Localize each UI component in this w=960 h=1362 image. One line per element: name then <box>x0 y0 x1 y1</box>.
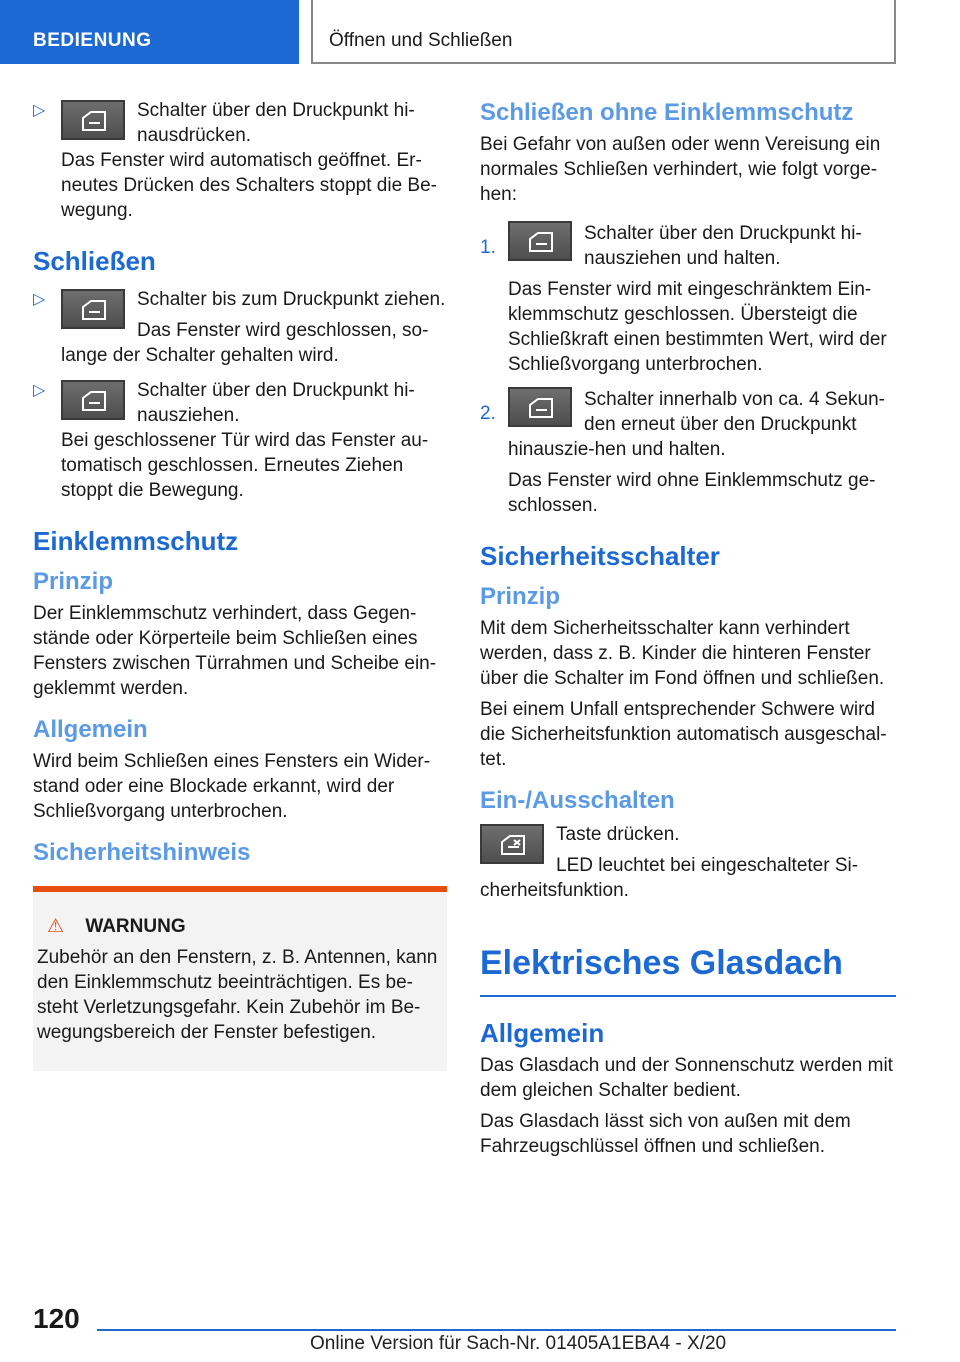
subsection-heading: Allgemein <box>33 716 148 743</box>
bullet-text: lange der Schalter gehalten wird. <box>61 345 339 366</box>
bullet-text: Schalter über den Druckpunkt hi-nausdrücken. <box>137 100 415 146</box>
paragraph: Der Einklemmschutz verhindert, dass Gegen-stände oder Körperteile beim Schließen eines Fensters zwischen Türrahmen und Scheibe ein-geklemmt werden. <box>33 603 437 699</box>
window-switch-icon <box>61 100 125 140</box>
section-heading: Sicherheitsschalter <box>480 541 720 571</box>
warning-title: WARNUNG <box>85 916 186 937</box>
step-number: 2. <box>480 403 496 424</box>
paragraph: Bei einem Unfall entsprechender Schwere wird die Sicherheitsfunktion automatisch ausgeschal-tet. <box>480 699 887 770</box>
paragraph: Mit dem Sicherheitsschalter kann verhindert werden, dass z. B. Kinder die hinteren Fenster über die Schalter im Fond öffnen und schließen. <box>480 618 885 689</box>
safety-switch-icon <box>480 824 544 864</box>
warning-triangle-icon: ⚠ <box>47 916 65 937</box>
bullet-text: Das Fenster wird geschlossen, so- <box>137 320 429 341</box>
step-text: Das Fenster wird mit eingeschränktem Ein-klemmschutz geschlossen. Übersteigt die Schließkraft einen bestimmten Wert, wird der Schließvorgang unterbrochen. <box>508 279 887 375</box>
warning-text: Zubehör an den Fenstern, z. B. Antennen, kann den Einklemmschutz beeinträchtigen. Es be-steht Verletzungsgefahr. Kein Zubehör im Be-wegungsbereich der Fenster befestigen. <box>37 947 438 1043</box>
onoff-text: LED leuchtet bei eingeschalteter Si- <box>556 855 859 876</box>
list-item <box>33 98 447 223</box>
paragraph: Das Glasdach lässt sich von außen mit dem Fahrzeugschlüssel öffnen und schließen. <box>480 1111 851 1157</box>
triangle-right-icon: ▷ <box>33 382 46 399</box>
bullet-text: Bei geschlossener Tür wird das Fenster au-tomatisch geschlossen. Erneutes Ziehen stoppt die Bewegung. <box>61 430 429 501</box>
section-heading: Allgemein <box>480 1018 605 1048</box>
section-heading: Schließen <box>33 246 156 276</box>
subsection-heading: Schließen ohne Einklemmschutz <box>480 99 854 126</box>
online-version-text: Online Version für Sach-Nr. 01405A1EBA4 - X/20 <box>310 1333 727 1354</box>
bullet-text: Das Fenster wird automatisch geöffnet. Er-neutes Drücken des Schalters stoppt die Be-wegung. <box>61 150 437 221</box>
onoff-text: Taste drücken. <box>556 824 680 845</box>
step-text: Schalter über den Druckpunkt hi-nausziehen und halten. <box>584 223 862 269</box>
bullet-text: Schalter bis zum Druckpunkt ziehen. <box>137 289 446 310</box>
paragraph: Das Glasdach und der Sonnenschutz werden mit dem gleichen Schalter bedient. <box>480 1055 893 1101</box>
footer-rule <box>97 1329 896 1331</box>
list-item <box>480 822 896 878</box>
warning-box <box>33 892 447 1071</box>
step-text: Schalter innerhalb von ca. 4 Sekun-den erneut über den Druckpunkt hinauszie-hen und halten. <box>508 389 886 460</box>
subsection-heading: Sicherheitshinweis <box>33 839 251 866</box>
subsection-heading: Prinzip <box>33 568 114 595</box>
page-number: 120 <box>33 1303 80 1334</box>
subsection-heading: Ein-/Ausschalten <box>480 787 675 814</box>
chapter-title: Öffnen und Schließen <box>311 0 896 64</box>
step-number: 1. <box>480 237 496 258</box>
chapter-heading: Elektrisches Glasdach <box>480 944 843 982</box>
window-switch-icon <box>61 289 125 329</box>
triangle-right-icon: ▷ <box>33 291 46 308</box>
step-text: Das Fenster wird ohne Einklemmschutz ge-schlossen. <box>508 470 876 516</box>
heading-rule <box>480 995 896 997</box>
section-heading: Einklemmschutz <box>33 526 239 556</box>
left-column <box>33 98 447 1071</box>
list-item <box>480 221 896 377</box>
list-item <box>33 287 447 368</box>
bullet-text: Schalter über den Druckpunkt hi-nausziehen. <box>137 380 415 426</box>
list-item <box>480 387 896 518</box>
onoff-text: cherheitsfunktion. <box>480 880 629 901</box>
window-switch-icon <box>508 221 572 261</box>
list-item <box>33 378 447 503</box>
section-tab: BEDIENUNG <box>0 0 299 64</box>
window-switch-icon <box>61 380 125 420</box>
triangle-right-icon: ▷ <box>33 102 46 119</box>
paragraph: Bei Gefahr von außen oder wenn Vereisung ein normales Schließen verhindert, wie folgt vorge-hen: <box>480 134 881 205</box>
paragraph: Wird beim Schließen eines Fensters ein Wider-stand oder eine Blockade erkannt, wird der Schließvorgang unterbrochen. <box>33 751 431 822</box>
right-column <box>480 98 896 1165</box>
window-switch-icon <box>508 387 572 427</box>
subsection-heading: Prinzip <box>480 583 561 610</box>
